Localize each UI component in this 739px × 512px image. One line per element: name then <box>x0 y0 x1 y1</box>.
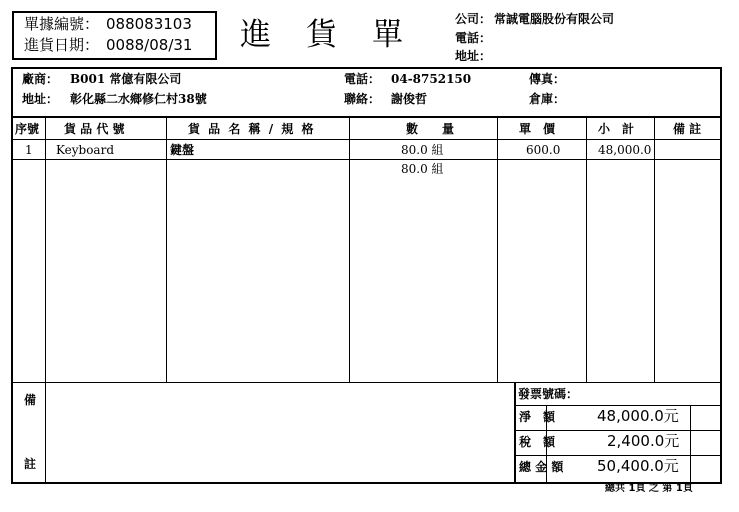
vendor-warehouse-label: 倉庫： <box>529 92 566 106</box>
totals-right-divider <box>690 406 691 482</box>
doc-no-value: 088083103 <box>106 15 192 33</box>
remarks-divider <box>45 383 46 484</box>
remarks-label-bottom: 註 <box>24 457 37 471</box>
row1-subtotal: 48,000.0 <box>598 143 652 157</box>
vendor-address-label: 地址： <box>22 92 59 106</box>
header-price: 單 價 <box>519 122 556 136</box>
col-divider-4 <box>497 117 498 382</box>
doc-date-label: 進貨日期： <box>24 36 100 54</box>
vendor-label: 廠商： <box>22 72 59 86</box>
vendor-address-value: 彰化縣二水鄉修仁村38號 <box>70 92 207 106</box>
vendor-contact-label: 聯絡： <box>344 92 381 106</box>
page-counter: 總共 1頁 之 第 1頁 <box>605 483 693 494</box>
col-divider-6 <box>654 117 655 382</box>
tax-value: 2,400.0元 <box>607 432 680 450</box>
company-phone-label: 電話： <box>455 31 492 45</box>
col-divider-3 <box>349 117 350 382</box>
col-divider-5 <box>586 117 587 382</box>
page-title: 進 貨 單 <box>240 17 405 53</box>
vendor-contact-value: 謝俊哲 <box>391 92 428 106</box>
vendor-value: B001 常億有限公司 <box>70 72 182 86</box>
company-address-label: 地址： <box>455 49 492 63</box>
grand-total-value: 50,400.0元 <box>597 457 679 475</box>
invoice-label: 發票號碼： <box>518 387 579 401</box>
header-name: 貨 品 名 稱 / 規 格 <box>188 122 314 136</box>
vendor-fax-label: 傳真： <box>529 72 566 86</box>
row1-bottom <box>11 159 722 160</box>
header-seq: 序號 <box>15 122 40 136</box>
remarks-label-top: 備 <box>24 393 37 407</box>
header-row-bottom <box>11 139 722 140</box>
doc-no-label: 單據編號： <box>24 15 100 33</box>
net-value: 48,000.0元 <box>597 407 679 425</box>
row1-seq: 1 <box>25 143 33 157</box>
row1-qty: 80.0 組 <box>401 143 444 157</box>
tax-label: 稅 額 <box>519 435 556 449</box>
header-code: 貨 品 代 號 <box>64 122 125 136</box>
total-qty: 80.0 組 <box>401 162 444 176</box>
col-divider-1 <box>45 117 46 382</box>
vendor-phone-value: 04-8752150 <box>391 72 472 86</box>
body-bottom <box>11 382 722 383</box>
row1-name: 鍵盤 <box>170 143 195 157</box>
company-label: 公司： <box>455 12 492 26</box>
row1-price: 600.0 <box>526 143 561 157</box>
grand-total-label: 總 金 額 <box>519 460 564 474</box>
totals-divider <box>514 383 516 484</box>
doc-date-value: 0088/08/31 <box>106 36 193 54</box>
net-label: 淨 額 <box>519 410 556 424</box>
row1-code: Keyboard <box>56 143 115 157</box>
col-divider-2 <box>166 117 167 382</box>
company-value: 常誠電腦股份有限公司 <box>494 12 615 26</box>
header-subtotal: 小 計 <box>598 122 635 136</box>
vendor-separator <box>11 116 722 118</box>
header-qty: 數 量 <box>406 122 455 136</box>
header-note: 備 註 <box>673 122 702 136</box>
vendor-phone-label: 電話： <box>344 72 381 86</box>
